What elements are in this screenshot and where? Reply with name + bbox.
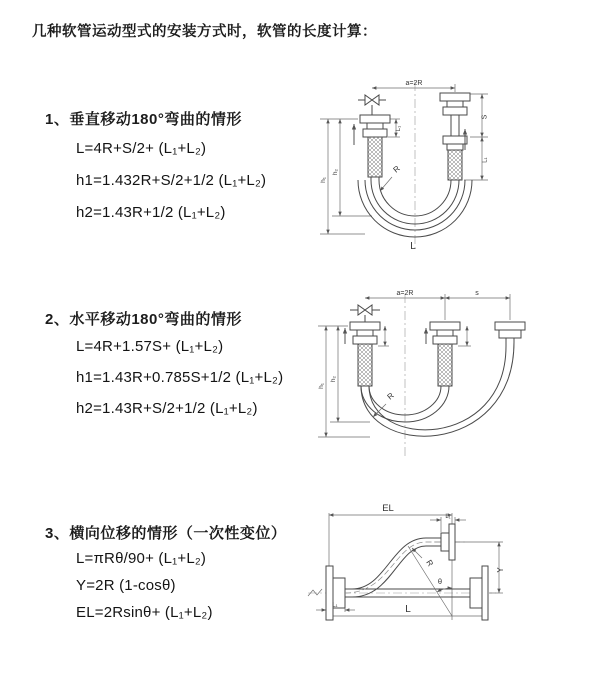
formula-h1: h1=1.432R+S/2+1/2 (L₁+L₂) (76, 172, 267, 189)
page-title: 几种软管运动型式的安装方式时，软管的长度计算： (32, 24, 377, 40)
hose-fittings (350, 322, 525, 386)
braid-middle (438, 344, 452, 386)
dim-width-label: a=2R (396, 290, 414, 297)
dim-l1-right-label: L₁ (482, 157, 489, 163)
length-label: L (405, 604, 411, 615)
valve-icon (358, 95, 386, 115)
dim-h1-label: h₁ (320, 177, 327, 183)
diagram-horizontal-180-bend (310, 284, 595, 469)
dim-shift-label: s (475, 290, 479, 297)
braid-left (368, 137, 382, 177)
dim-h2-label: h₂ (330, 375, 337, 383)
break-mark (308, 589, 322, 596)
formula-y: Y=2R (1-cosθ) (76, 577, 176, 594)
dimension-lines (318, 294, 510, 437)
dim-y-label: Y (496, 567, 505, 573)
diagram-vertical-180-bend (310, 70, 595, 260)
dim-s-label: S (481, 114, 489, 120)
formula-h1: h1=1.43R+0.785S+1/2 (L₁+L₂) (76, 369, 284, 386)
angle-construction (408, 546, 452, 616)
braid-left (358, 344, 372, 386)
braid-right (448, 150, 462, 180)
section-3-heading: 3、横向位移的情形（一次性变位） (45, 525, 287, 542)
formula-length: L=4R+1.57S+ (L₁+L₂) (76, 338, 224, 355)
formula-h2: h2=1.43R+S/2+1/2 (L₁+L₂) (76, 400, 258, 417)
dim-h2-label: h₂ (332, 168, 339, 176)
radius-label: R (391, 163, 402, 175)
dim-h1-label: h₁ (318, 383, 325, 389)
valve-icon (350, 305, 380, 322)
flange-right-lower (482, 566, 488, 620)
radius-label: R (424, 558, 435, 568)
section-1-heading: 1、垂直移动180°弯曲的情形 (45, 111, 242, 128)
diagram-lateral-displacement (300, 498, 600, 668)
radius-leader (412, 548, 422, 558)
formula-length: L=4R+S/2+ (L₁+L₂) (76, 140, 207, 157)
formula-h2: h2=1.43R+1/2 (L₁+L₂) (76, 204, 226, 221)
flange-left (326, 566, 333, 620)
dim-l1-left-label: L₁ (396, 125, 402, 132)
dim-el-label: EL (382, 503, 394, 514)
formula-length: L=πRθ/90+ (L₁+L₂) (76, 550, 207, 567)
radius-label: R (385, 390, 396, 402)
hose-displaced-position (345, 538, 441, 597)
section-2-heading: 2、水平移动180°弯曲的情形 (45, 311, 242, 328)
formula-el: EL=2Rsinθ+ (L₁+L₂) (76, 604, 213, 621)
flange-right-upper (449, 524, 455, 560)
radius-leader (380, 177, 392, 191)
dim-l1-left-label: L₁ (332, 602, 338, 609)
dim-width-label: a=2R (405, 80, 423, 87)
angle-label: θ (437, 577, 443, 586)
dim-l1-top-label: L₁ (445, 514, 451, 520)
length-label: L (410, 241, 416, 252)
